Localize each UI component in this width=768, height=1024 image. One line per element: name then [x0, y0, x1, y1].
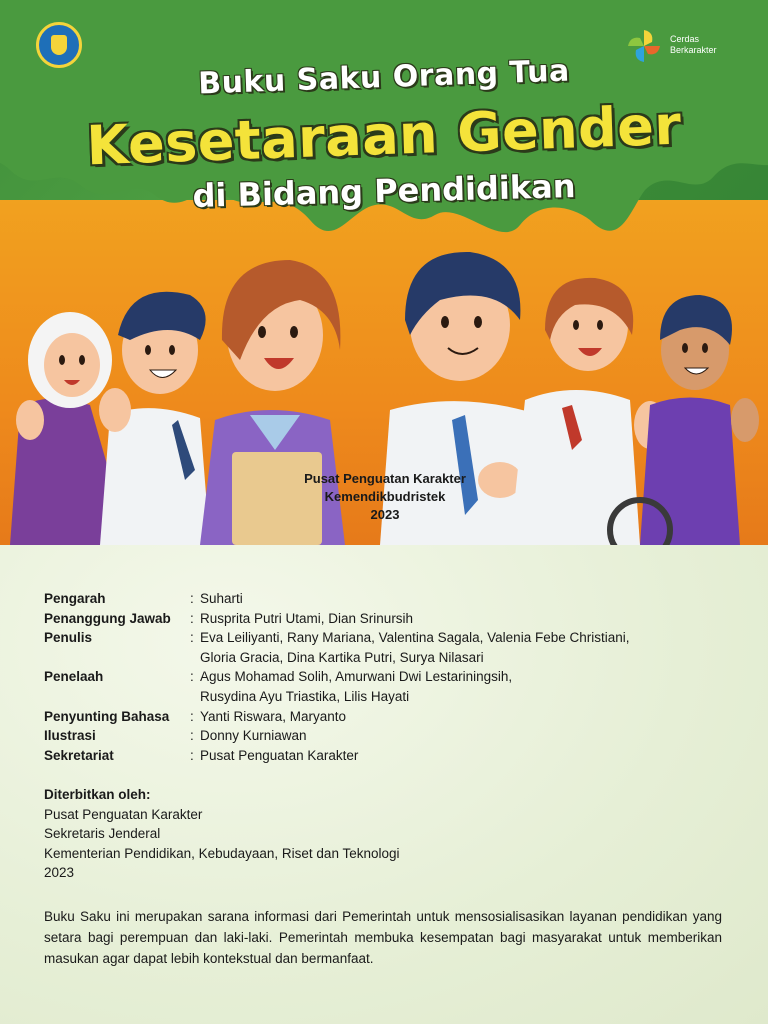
publisher-line3: 2023	[370, 507, 400, 522]
kemendikbud-logo	[36, 22, 82, 68]
credit-key: Penyunting Bahasa	[44, 708, 170, 724]
description-paragraph: Buku Saku ini merupakan sarana informasi dari Pemerintah untuk mensosialisasikan layanan pendidikan yang setara bagi perempuan dan laki-laki. Pemerintah membuka kesempatan bagi masyarakat untuk memberikan masukan agar dapat lebih kontekstual dan bermanfaat.	[44, 909, 722, 966]
credit-key: Pengarah	[44, 591, 106, 606]
credit-row	[44, 707, 734, 727]
student-boy-left	[99, 292, 210, 545]
credit-key	[44, 687, 190, 707]
title-line3: di Bidang Pendidikan	[192, 166, 576, 216]
credit-value: Rusydina Ayu Triastika, Lilis Hayati	[200, 688, 410, 704]
credit-row	[44, 726, 734, 746]
credit-colon-blank	[190, 687, 200, 707]
credit-row	[44, 648, 734, 668]
credit-colon: :	[190, 728, 194, 744]
title-line2: Kesetaraan Gender	[85, 93, 683, 178]
credit-row	[44, 628, 734, 648]
credit-key: Ilustrasi	[44, 728, 96, 744]
credit-row	[44, 589, 734, 609]
credit-row	[44, 687, 734, 707]
student-girl-right	[510, 278, 666, 545]
credit-key: Penanggung Jawab	[44, 610, 171, 626]
publisher-line2: Kemendikbudristek	[324, 489, 446, 504]
credit-row	[44, 667, 734, 687]
credit-key: Penelaah	[44, 669, 104, 685]
credit-colon-blank	[190, 648, 200, 668]
credit-colon: :	[190, 591, 194, 606]
credit-value: Rusprita Putri Utami, Dian Srinursih	[200, 610, 414, 626]
publisher-line1: Pusat Penguatan Karakter	[304, 471, 466, 486]
credit-colon: :	[190, 747, 194, 763]
published-by-line: 2023	[44, 865, 75, 881]
published-by-heading: Diterbitkan oleh:	[44, 787, 151, 802]
title-line1: Buku Saku Orang Tua	[197, 53, 571, 102]
credit-value: Agus Mohamad Solih, Amurwani Dwi Lestariningsih,	[200, 669, 513, 685]
credit-colon: :	[190, 708, 194, 724]
credit-colon: :	[190, 669, 194, 685]
published-by-block	[44, 785, 400, 883]
credit-value: Donny Kurniawan	[200, 728, 307, 744]
credit-value: Eva Leiliyanti, Rany Mariana, Valentina Sagala, Valenia Febe Christiani,	[200, 630, 630, 646]
credit-value: Yanti Riswara, Maryanto	[200, 708, 347, 724]
credit-key: Penulis	[44, 630, 93, 646]
credit-value: Gloria Gracia, Dina Kartika Putri, Surya Nilasari	[200, 649, 484, 665]
logo-text-line1: Cerdas	[670, 34, 700, 44]
published-by-line: Sekretaris Jenderal	[44, 826, 161, 842]
credit-row	[44, 609, 734, 629]
credit-key: Sekretariat	[44, 747, 114, 763]
published-by-line: Pusat Penguatan Karakter	[44, 806, 203, 822]
credit-colon: :	[190, 610, 194, 626]
credit-value: Pusat Penguatan Karakter	[200, 747, 359, 763]
credit-row	[44, 746, 734, 766]
credit-colon: :	[190, 630, 194, 646]
credit-key	[44, 648, 190, 668]
credit-value: Suharti	[200, 591, 243, 606]
credits-list	[44, 589, 734, 765]
logo-text-line2: Berkarakter	[670, 45, 717, 55]
cover-publisher	[260, 470, 510, 524]
published-by-line: Kementerian Pendidikan, Kebudayaan, Riset dan Teknologi	[44, 845, 400, 861]
